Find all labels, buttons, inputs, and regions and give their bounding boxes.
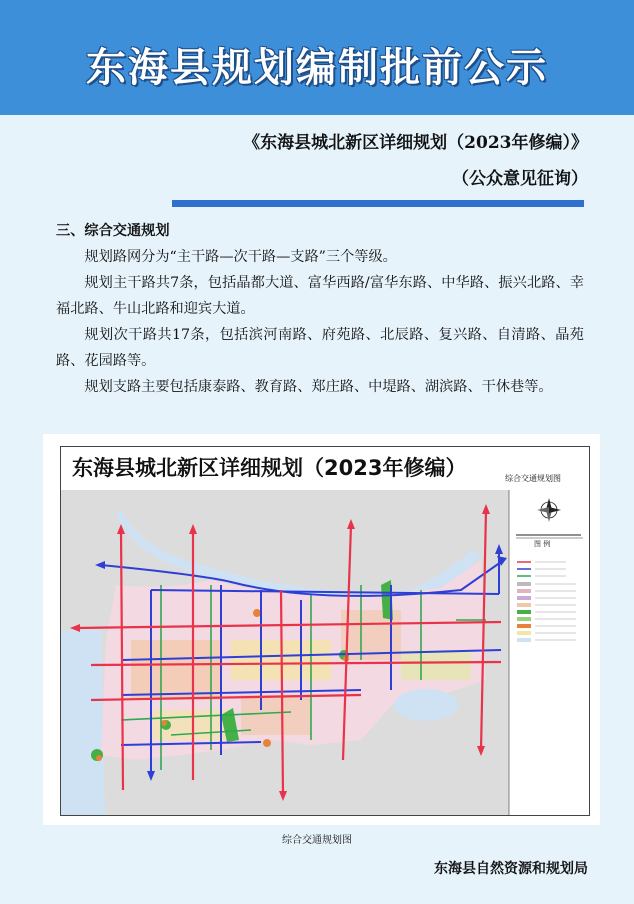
- section-content: [56, 218, 584, 400]
- document-title: 《东海县城北新区详细规划（2023年修编）》: [243, 133, 588, 153]
- paragraph-secondary-roads: 规划次干路共17条，包括滨河南路、府苑路、北辰路、复兴路、自清路、晶苑路、花园路等。: [56, 327, 584, 369]
- document-subtitle: （公众意见征询）: [452, 169, 588, 189]
- issuing-authority: 东海县自然资源和规划局: [434, 861, 588, 877]
- map-label: 综合交通规划图: [505, 474, 561, 483]
- map-caption: 综合交通规划图: [282, 835, 352, 846]
- map-title: 东海县城北新区详细规划（2023年修编）: [72, 456, 467, 480]
- traffic-plan-map: [61, 490, 589, 815]
- paragraph-branch-roads: 规划支路主要包括康泰路、教育路、郑庄路、中堤路、湖滨路、干休巷等。: [84, 379, 553, 395]
- banner-title: 东海县规划编制批前公示: [86, 45, 548, 91]
- section-heading: 三、综合交通规划: [56, 223, 170, 239]
- paragraph-main-roads: 规划主干路共7条，包括晶都大道、富华西路/富华东路、中华路、振兴北路、幸福北路、牛山北路和迎宾大道。: [56, 275, 584, 317]
- paragraph-road-levels: 规划路网分为“主干路—次干路—支路”三个等级。: [84, 249, 397, 265]
- title-divider: [172, 200, 584, 207]
- legend-title: 图 例: [534, 540, 551, 548]
